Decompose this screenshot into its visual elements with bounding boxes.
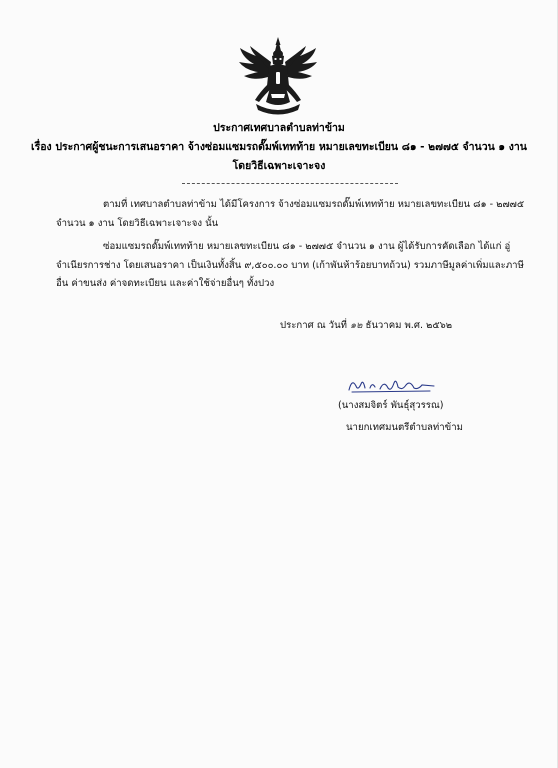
subject-line: เรื่อง ประกาศผู้ชนะการเสนอราคา จ้างซ่อมแซมรถดั๊มพ์เททท้าย หมายเลขทะเบียน ๘๑ - ๒๗๗๕ จำนวน ๑ งาน <box>31 141 527 153</box>
announcement-title: ประกาศเทศบาลตำบลท่าข้าม <box>213 122 345 134</box>
paragraph-1-line-2: จำนวน ๑ งาน โดยวิธีเฉพาะเจาะจง นั้น <box>56 218 219 229</box>
date-month-year: ธันวาคม พ.ศ. ๒๕๖๒ <box>365 320 453 331</box>
paragraph-2-line-3: อื่น ค่าขนส่ง ค่าจดทะเบียน และค่าใช้จ่ายอื่นๆ ทั้งปวง <box>56 278 275 289</box>
subject-method-line: โดยวิธีเฉพาะเจาะจง <box>232 160 326 172</box>
paragraph-1-line-1: ตามที่ เทศบาลตำบลท่าข้าม ได้มีโครงการ จ้างซ่อมแซมรถดั๊มพ์เททท้าย หมายเลขทะเบียน ๘๑ - ๒๗๗๕ <box>103 199 525 210</box>
date-prefix: ประกาศ ณ วันที่ <box>280 320 347 331</box>
garuda-emblem-icon <box>238 36 318 118</box>
signer-name: (นางสมจิตร์ พันธุ์สุวรรณ) <box>338 400 444 411</box>
signer-position: นายกเทศมนตรีตำบลท่าข้าม <box>346 422 463 433</box>
date-day: ๑๒ <box>350 320 363 331</box>
paragraph-2-line-2: จำเนียรการช่าง โดยเสนอราคา เป็นเงินทั้งสิ้น ๙,๕๐๐.๐๐ บาท (เก้าพันห้าร้อยบาทถ้วน) รวมภาษีมูลค่าเพิ่มและภาษี <box>56 260 524 271</box>
paragraph-2-line-1: ซ่อมแซมรถดั๊มพ์เททท้าย หมายเลขทะเบียน ๘๑ - ๒๗๗๕ จำนวน ๑ งาน ผู้ได้รับการคัดเลือก ได้แก่ อู่ <box>103 241 511 252</box>
divider-line <box>182 183 398 184</box>
announcement-date <box>280 318 452 333</box>
handwritten-signature <box>346 374 438 396</box>
